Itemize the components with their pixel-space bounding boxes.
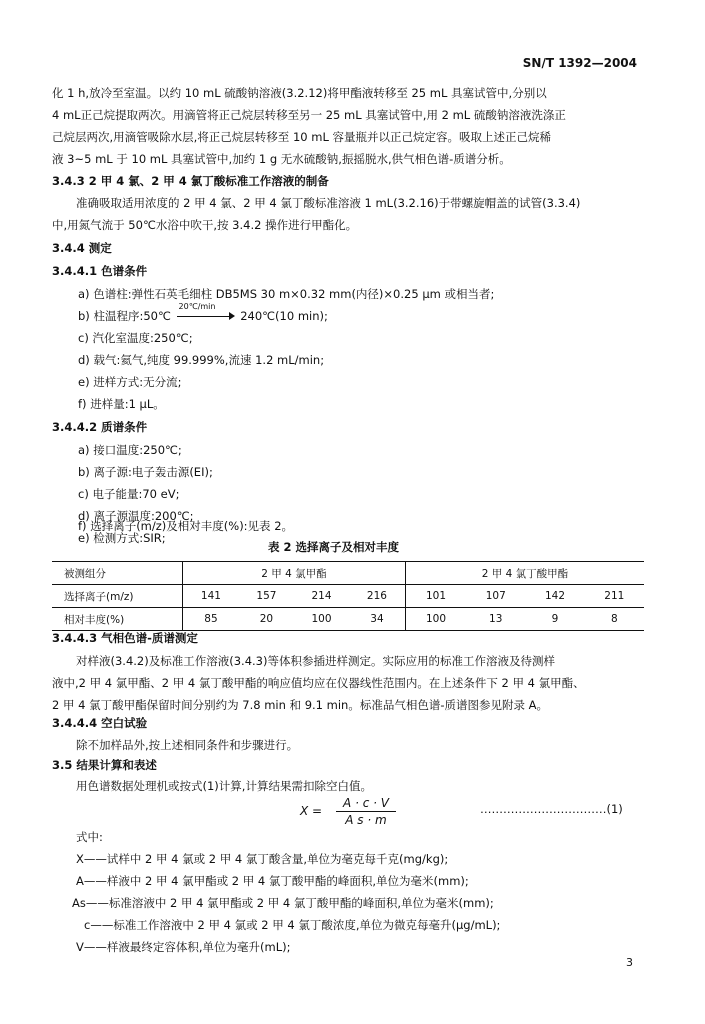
- formula-number: ……………………………(1): [480, 802, 623, 816]
- where-label: 式中:: [76, 830, 103, 844]
- list-item: a) 色谱柱:弹性石英毛细柱 DB5MS 30 m×0.32 mm(内径)×0.25 μm 或相当者;: [78, 287, 495, 301]
- formula-1: [300, 796, 420, 826]
- paragraph-line: 化 1 h,放冷至室温。以约 10 mL 硫酸钠溶液(3.2.12)将甲酯液转移至 25 mL 具塞试管中,分别以: [52, 86, 547, 100]
- formula-lhs: X =: [300, 804, 323, 818]
- paragraph-line: 除不加样品外,按上述相同条件和步骤进行。: [76, 738, 299, 752]
- paragraph-line: 准确吸取适用浓度的 2 甲 4 氯、2 甲 4 氯丁酸标准溶液 1 mL(3.2.16)于带螺旋帽盖的试管(3.3.4): [76, 196, 581, 210]
- table-cell: 142: [525, 585, 584, 608]
- variable-definition: X——试样中 2 甲 4 氯或 2 甲 4 氯丁酸含量,单位为毫克每千克(mg/kg);: [76, 852, 449, 866]
- table-caption: 表 2 选择离子及相对丰度: [268, 540, 400, 554]
- list-item-temperature-program: [78, 302, 328, 323]
- table-cell: 13: [466, 608, 525, 631]
- table-cell: 85: [183, 608, 239, 631]
- section-heading-3-4-4-1: 3.4.4.1 色谱条件: [52, 264, 148, 278]
- row-label: 选择离子(m/z): [52, 585, 183, 608]
- paragraph-line: 液中,2 甲 4 氯甲酯、2 甲 4 氯丁酸甲酯的响应值均应在仪器线性范围内。在上述条件下 2 甲 4 氯甲酯、: [52, 676, 585, 690]
- section-heading-3-5: 3.5 结果计算和表述: [52, 758, 157, 772]
- paragraph-line: 对样液(3.4.2)及标准工作溶液(3.4.3)等体积参插进样测定。实际应用的标准工作溶液及待测样: [76, 654, 555, 668]
- fraction-bar: [336, 811, 396, 812]
- temperature-end: 240℃(10 min);: [240, 309, 328, 323]
- temperature-ramp-arrow: [175, 302, 237, 323]
- list-item: c) 电子能量:70 eV;: [78, 487, 180, 501]
- table-group-header: 2 甲 4 氯丁酸甲酯: [405, 562, 644, 585]
- paragraph-line: 4 mL正己烷提取两次。用滴管将正己烷层转移至另一 25 mL 具塞试管中,用 2 mL 硫酸钠溶液洗涤正: [52, 108, 566, 122]
- paragraph-line: 液 3~5 mL 于 10 mL 具塞试管中,加约 1 g 无水硫酸钠,振摇脱水,供气相色谱-质谱分析。: [52, 152, 511, 166]
- arrow-line: [177, 316, 231, 317]
- variable-definition: A——样液中 2 甲 4 氯甲酯或 2 甲 4 氯丁酸甲酯的峰面积,单位为毫米(mm);: [76, 874, 469, 888]
- list-item-selected-ions: f) 选择离子(m/z)及相对丰度(%):见表 2。: [78, 519, 294, 533]
- table-cell: 8: [585, 608, 644, 631]
- table-cell: 141: [183, 585, 239, 608]
- table-cell: 211: [585, 585, 644, 608]
- section-heading-3-4-4-3: 3.4.4.3 气相色谱-质谱测定: [52, 631, 198, 645]
- paragraph-line: 己烷层两次,用滴管吸除水层,将正己烷层转移至 10 mL 容量瓶并以正己烷定容。吸取上述正己烷稀: [52, 130, 552, 144]
- section-heading-3-4-4: 3.4.4 测定: [52, 241, 112, 255]
- paragraph-line: 用色谱数据处理机或按式(1)计算,计算结果需扣除空白值。: [76, 779, 372, 793]
- list-item: f) 进样量:1 μL。: [78, 397, 165, 411]
- table-cell: 101: [405, 585, 466, 608]
- table-selected-ions: [52, 561, 644, 631]
- paragraph-line: 中,用氮气流于 50℃水浴中吹干,按 3.4.2 操作进行甲酯化。: [52, 218, 358, 232]
- temperature-start: b) 柱温程序:50℃: [78, 309, 171, 323]
- variable-definition: V——样液最终定容体积,单位为毫升(mL);: [76, 940, 291, 954]
- table-cell: 100: [294, 608, 349, 631]
- table-cell: 107: [466, 585, 525, 608]
- section-heading-3-4-4-4: 3.4.4.4 空白试验: [52, 716, 148, 730]
- table-cell: 214: [294, 585, 349, 608]
- list-item: e) 进样方式:无分流;: [78, 375, 182, 389]
- formula-denominator: A s · m: [345, 813, 387, 827]
- arrow-head-icon: [229, 312, 235, 320]
- list-item: e) 检测方式:SIR;: [78, 531, 166, 545]
- table-cell: 100: [405, 608, 466, 631]
- table-header-cell: 被测组分: [52, 562, 183, 585]
- ramp-rate-label: 20℃/min: [178, 302, 216, 311]
- table-cell: 157: [239, 585, 294, 608]
- table-group-header: 2 甲 4 氯甲酯: [183, 562, 406, 585]
- section-heading-3-4-4-2: 3.4.4.2 质谱条件: [52, 420, 148, 434]
- list-item: a) 接口温度:250℃;: [78, 443, 182, 457]
- page-number: 3: [626, 956, 633, 969]
- table-header-row: [52, 562, 644, 585]
- list-item: d) 载气:氦气,纯度 99.999%,流速 1.2 mL/min;: [78, 353, 325, 367]
- list-item: c) 汽化室温度:250℃;: [78, 331, 193, 345]
- formula-numerator: A · c · V: [343, 796, 389, 810]
- table-cell: 34: [349, 608, 405, 631]
- paragraph-line: 2 甲 4 氯丁酸甲酯保留时间分别约为 7.8 min 和 9.1 min。标准品气相色谱-质谱图参见附录 A。: [52, 698, 548, 712]
- list-item: d) 离子源温度:200℃;: [78, 509, 194, 523]
- table-cell: 9: [525, 608, 584, 631]
- variable-definition: As——标准溶液中 2 甲 4 氯甲酯或 2 甲 4 氯丁酸甲酯的峰面积,单位为毫米(mm);: [72, 896, 494, 910]
- table-cell: 20: [239, 608, 294, 631]
- standard-number: SN/T 1392—2004: [522, 56, 637, 70]
- table-row: [52, 585, 644, 608]
- table-row: [52, 608, 644, 631]
- variable-definition: c——标准工作溶液中 2 甲 4 氯或 2 甲 4 氯丁酸浓度,单位为微克每毫升(μg/mL);: [84, 918, 501, 932]
- table-cell: 216: [349, 585, 405, 608]
- row-label: 相对丰度(%): [52, 608, 183, 631]
- section-heading-3-4-3: 3.4.3 2 甲 4 氯、2 甲 4 氯丁酸标准工作溶液的制备: [52, 174, 329, 188]
- list-item: b) 离子源:电子轰击源(EI);: [78, 465, 213, 479]
